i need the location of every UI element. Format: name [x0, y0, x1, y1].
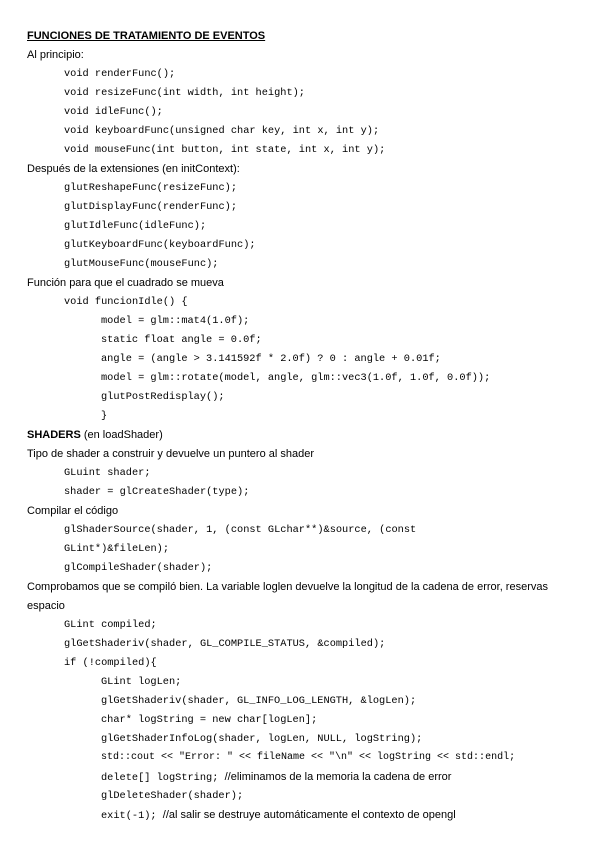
- code-line: std::cout << "Error: " << fileName << "\n" << logString << std::endl;: [101, 752, 516, 763]
- intro-text: Al principio:: [27, 49, 84, 61]
- paragraph-text: Comprobamos que se compiló bien. La variable loglen devuelve la longitud de la cadena de error, reservas: [27, 581, 548, 593]
- code-line: }: [101, 410, 108, 422]
- section-heading-bold: SHADERS: [27, 429, 81, 441]
- code-line: glutKeyboardFunc(keyboardFunc);: [64, 239, 256, 251]
- code-line: glutPostRedisplay();: [101, 391, 225, 403]
- paragraph-text: Compilar el código: [27, 505, 119, 517]
- code-comment: //eliminamos de la memoria la cadena de error: [224, 771, 452, 783]
- code-line: void mouseFunc(int button, int state, int x, int y);: [64, 144, 386, 156]
- section-title: FUNCIONES DE TRATAMIENTO DE EVENTOS: [27, 30, 266, 42]
- code-line: if (!compiled){: [64, 657, 157, 669]
- code-line: void idleFunc();: [64, 106, 163, 118]
- code-line: char* logString = new char[logLen];: [101, 714, 318, 726]
- code-line: void keyboardFunc(unsigned char key, int x, int y);: [64, 125, 380, 137]
- code-line: glutMouseFunc(mouseFunc);: [64, 258, 219, 270]
- code-fragment: exit(-1);: [101, 810, 163, 822]
- code-line: glutIdleFunc(idleFunc);: [64, 220, 207, 232]
- code-line: glutDisplayFunc(renderFunc);: [64, 201, 238, 213]
- code-line: glutReshapeFunc(resizeFunc);: [64, 182, 238, 194]
- code-line: glDeleteShader(shader);: [101, 790, 244, 802]
- code-line-with-comment: [101, 770, 451, 785]
- code-line: void renderFunc();: [64, 68, 176, 80]
- code-line: model = glm::rotate(model, angle, glm::vec3(1.0f, 1.0f, 0.0f));: [101, 372, 491, 384]
- code-line: GLint compiled;: [64, 619, 157, 631]
- code-line: glGetShaderInfoLog(shader, logLen, NULL, logString);: [101, 733, 423, 745]
- paragraph-text: Después de la extensiones (en initContext):: [27, 163, 240, 175]
- code-line: angle = (angle > 3.141592f * 2.0f) ? 0 : angle + 0.01f;: [101, 353, 441, 365]
- section-heading: [27, 428, 163, 442]
- code-line: GLint*)&fileLen);: [64, 543, 170, 555]
- code-line: static float angle = 0.0f;: [101, 334, 262, 346]
- code-line: glCompileShader(shader);: [64, 562, 213, 574]
- paragraph-text: Tipo de shader a construir y devuelve un puntero al shader: [27, 448, 314, 460]
- paragraph-text: Función para que el cuadrado se mueva: [27, 277, 224, 289]
- paragraph-text: espacio: [27, 600, 65, 612]
- code-fragment: delete[] logString;: [101, 772, 225, 784]
- code-line: GLuint shader;: [64, 467, 151, 479]
- code-line: model = glm::mat4(1.0f);: [101, 315, 250, 327]
- code-line-with-comment: [101, 808, 456, 823]
- section-heading-rest: (en loadShader): [80, 429, 163, 441]
- code-line: glGetShaderiv(shader, GL_COMPILE_STATUS, &compiled);: [64, 638, 386, 650]
- code-line: glGetShaderiv(shader, GL_INFO_LOG_LENGTH, &logLen);: [101, 695, 417, 707]
- code-line: shader = glCreateShader(type);: [64, 486, 250, 498]
- code-line: glShaderSource(shader, 1, (const GLchar**)&source, (const: [64, 524, 417, 536]
- code-line: GLint logLen;: [101, 676, 182, 688]
- code-line: void resizeFunc(int width, int height);: [64, 87, 305, 99]
- code-comment: //al salir se destruye automáticamente el contexto de opengl: [162, 809, 456, 821]
- code-line: void funcionIdle() {: [64, 296, 188, 308]
